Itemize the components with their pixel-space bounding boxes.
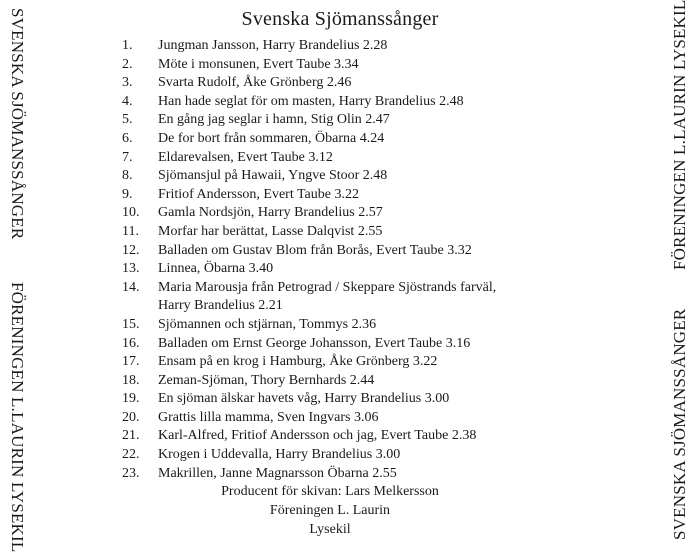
track-number: 20. xyxy=(122,409,140,425)
track-item-continuation xyxy=(122,297,582,316)
track-title: Grattis lilla mamma, Sven Ingvars 3.06 xyxy=(158,409,379,425)
track-title: En sjöman älskar havets våg, Harry Brandelius 3.00 xyxy=(158,391,450,407)
track-item xyxy=(122,223,582,242)
track-number: 14. xyxy=(122,279,140,295)
track-number: 22. xyxy=(122,447,140,463)
track-number: 18. xyxy=(122,372,140,388)
track-number: 11. xyxy=(122,223,139,239)
left-spine-subtitle: FÖRENINGEN L.LAURIN LYSEKIL xyxy=(8,282,27,552)
track-item xyxy=(122,446,582,465)
track-title: En gång jag seglar i hamn, Stig Olin 2.47 xyxy=(158,112,390,128)
organization-name: Föreningen L. Laurin xyxy=(269,503,391,518)
track-number: 16. xyxy=(122,335,140,351)
track-title: Gamla Nordsjön, Harry Brandelius 2.57 xyxy=(158,205,383,221)
track-item xyxy=(122,37,582,56)
track-title: De for bort från sommaren, Öbarna 4.24 xyxy=(158,130,385,146)
track-list xyxy=(122,37,582,483)
track-item xyxy=(122,427,582,446)
track-item xyxy=(122,130,582,149)
track-title: Morfar har berättat, Lasse Dalqvist 2.55 xyxy=(158,223,383,239)
track-title: Linnea, Öbarna 3.40 xyxy=(158,261,274,277)
track-number: 13. xyxy=(122,261,140,277)
track-number: 12. xyxy=(122,242,140,258)
track-number: 5. xyxy=(122,112,133,128)
track-title-continued: Harry Brandelius 2.21 xyxy=(158,298,283,314)
track-number: 2. xyxy=(122,56,133,72)
track-title: Eldarevalsen, Evert Taube 3.12 xyxy=(158,149,333,165)
right-spine xyxy=(662,0,700,546)
track-item xyxy=(122,111,582,130)
left-spine-title: SVENSKA SJÖMANSSÅNGER xyxy=(8,8,27,240)
track-number: 1. xyxy=(122,38,133,53)
track-item xyxy=(122,279,582,298)
track-item xyxy=(122,465,582,484)
track-number: 19. xyxy=(122,391,140,407)
track-item xyxy=(122,74,582,93)
right-spine-title: SVENSKA SJÖMANSSÅNGER xyxy=(670,308,689,540)
place-name: Lysekil xyxy=(309,522,351,537)
credits xyxy=(190,482,470,539)
producer-credit: Producent för skivan: Lars Melkersson xyxy=(221,484,439,499)
track-title: Möte i monsunen, Evert Taube 3.34 xyxy=(158,56,359,72)
track-title: Makrillen, Janne Magnarsson Öbarna 2.55 xyxy=(158,465,397,481)
track-title: Sjömansjul på Hawaii, Yngve Stoor 2.48 xyxy=(158,168,388,184)
right-spine-subtitle: FÖRENINGEN L.LAURIN LYSEKIL xyxy=(670,0,689,270)
track-number: 15. xyxy=(122,316,140,332)
track-number: 17. xyxy=(122,354,140,370)
track-item xyxy=(122,335,582,354)
track-item xyxy=(122,372,582,391)
track-title: Sjömannen och stjärnan, Tommys 2.36 xyxy=(158,316,377,332)
track-title: Balladen om Ernst George Johansson, Evert Taube 3.16 xyxy=(158,335,471,351)
left-spine xyxy=(0,0,34,552)
track-item xyxy=(122,186,582,205)
page-title: Svenska Sjömanssånger xyxy=(241,8,439,30)
track-title: Fritiof Andersson, Evert Taube 3.22 xyxy=(158,186,359,202)
track-item xyxy=(122,242,582,261)
track-number: 9. xyxy=(122,186,133,202)
track-number: 23. xyxy=(122,465,140,481)
track-item xyxy=(122,149,582,168)
track-item xyxy=(122,353,582,372)
track-number: 7. xyxy=(122,149,133,165)
track-number: 10. xyxy=(122,205,140,221)
track-item xyxy=(122,316,582,335)
track-item xyxy=(122,204,582,223)
track-title: Zeman-Sjöman, Thory Bernhards 2.44 xyxy=(158,372,375,388)
track-title: Ensam på en krog i Hamburg, Åke Grönberg 3.22 xyxy=(158,354,438,370)
track-number: 3. xyxy=(122,75,133,91)
track-title: Jungman Jansson, Harry Brandelius 2.28 xyxy=(158,38,388,53)
track-number: 4. xyxy=(122,93,133,109)
track-title: Svarta Rudolf, Åke Grönberg 2.46 xyxy=(158,75,352,91)
track-item xyxy=(122,260,582,279)
track-item xyxy=(122,56,582,75)
track-item xyxy=(122,93,582,112)
track-number: 6. xyxy=(122,130,133,146)
track-title: Balladen om Gustav Blom från Borås, Evert Taube 3.32 xyxy=(158,242,472,258)
track-title: Maria Marousja från Petrograd / Skeppare Sjöstrands farväl, xyxy=(158,279,497,295)
track-number: 8. xyxy=(122,168,133,184)
track-number: 21. xyxy=(122,428,140,444)
track-title: Krogen i Uddevalla, Harry Brandelius 3.00 xyxy=(158,447,401,463)
track-item xyxy=(122,390,582,409)
track-item xyxy=(122,167,582,186)
track-item xyxy=(122,409,582,428)
track-title: Han hade seglat för om masten, Harry Brandelius 2.48 xyxy=(158,93,464,109)
track-title: Karl-Alfred, Fritiof Andersson och jag, Evert Taube 2.38 xyxy=(158,428,477,444)
